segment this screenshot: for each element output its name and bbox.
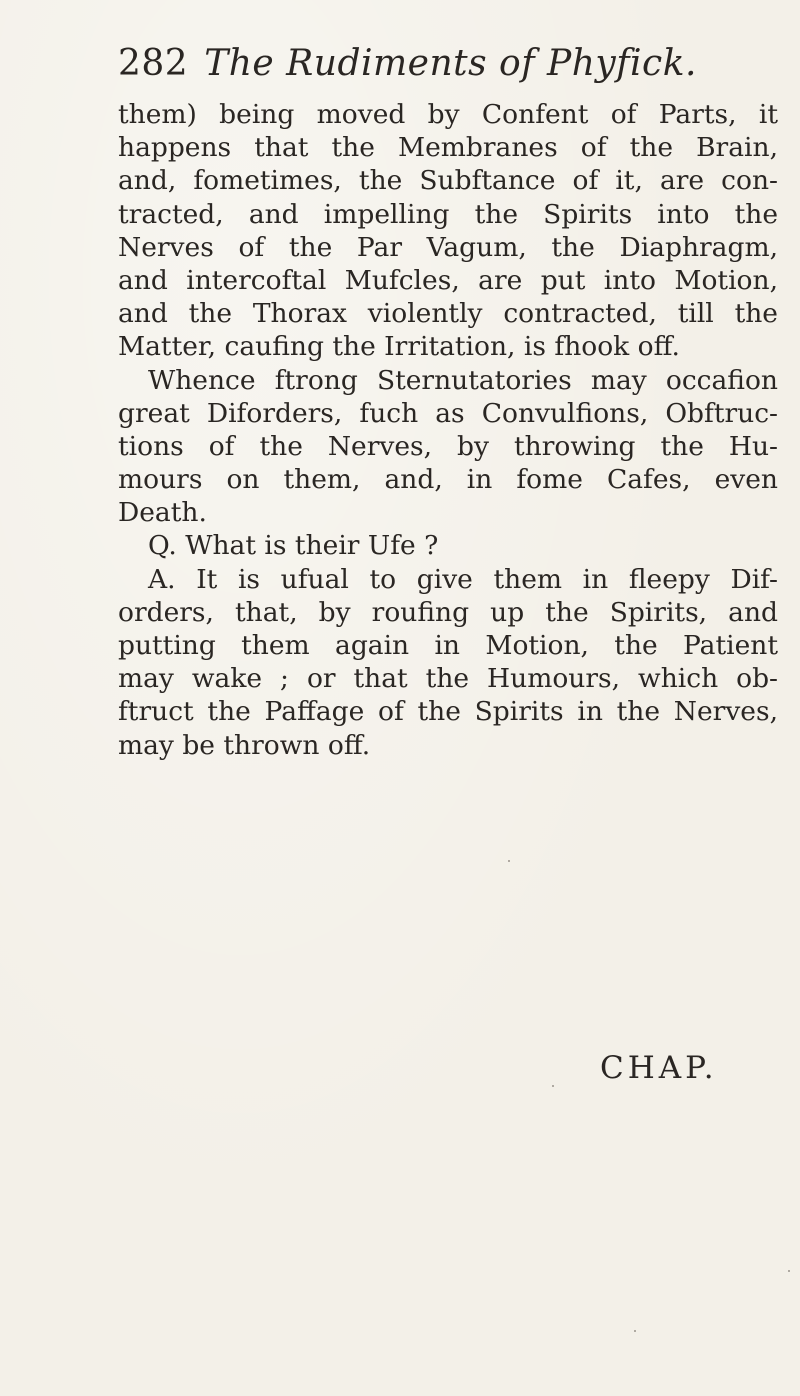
text-line: Matter, caufing the Irritation, is fhook off. [118, 331, 680, 363]
text-line: orders, that, by roufing up the Spirits, and [118, 596, 778, 628]
text-line: great Diforders, fuch as Convulfions, Obftruc- [118, 397, 778, 429]
text-line: mours on them, and, in fome Cafes, even [118, 464, 778, 496]
text-line: Whence ftrong Sternutatories may occafion [148, 364, 778, 396]
text-line: may wake ; or that the Humours, which ob- [118, 663, 778, 695]
text-line: tracted, and impelling the Spirits into the [118, 198, 778, 230]
page-number: 282 [118, 43, 189, 84]
paper-speck [788, 1270, 790, 1272]
question-line: Q. What is their Ufe ? [148, 530, 439, 562]
text-line: them) being moved by Confent of Parts, it [118, 99, 778, 130]
text-line: may be thrown off. [118, 729, 371, 761]
answer-line: A. It is ufual to give them in fleepy Dif- [148, 563, 778, 595]
text-line: Death. [118, 497, 207, 529]
catchword: CHAP. [600, 1050, 718, 1086]
text-line: happens that the Membranes of the Brain, [118, 132, 778, 164]
running-head [118, 44, 697, 84]
text-line: and the Thorax violently contracted, till the [118, 298, 778, 330]
text-line: and, fometimes, the Subftance of it, are con- [118, 165, 778, 197]
text-line: putting them again in Motion, the Patient [118, 630, 778, 661]
paper-speck [508, 860, 510, 862]
text-line: ftruct the Paffage of the Spirits in the Nerves, [118, 696, 778, 728]
paper-speck [552, 1085, 554, 1087]
text-line: Nerves of the Par Vagum, the Diaphragm, [118, 231, 778, 263]
text-line: and intercoftal Mufcles, are put into Motion, [118, 264, 778, 296]
body-text [118, 98, 778, 762]
paper-speck [634, 1330, 636, 1332]
running-title: The Rudiments of Phyfick. [204, 43, 697, 84]
text-line: tions of the Nerves, by throwing the Hu- [118, 430, 778, 462]
